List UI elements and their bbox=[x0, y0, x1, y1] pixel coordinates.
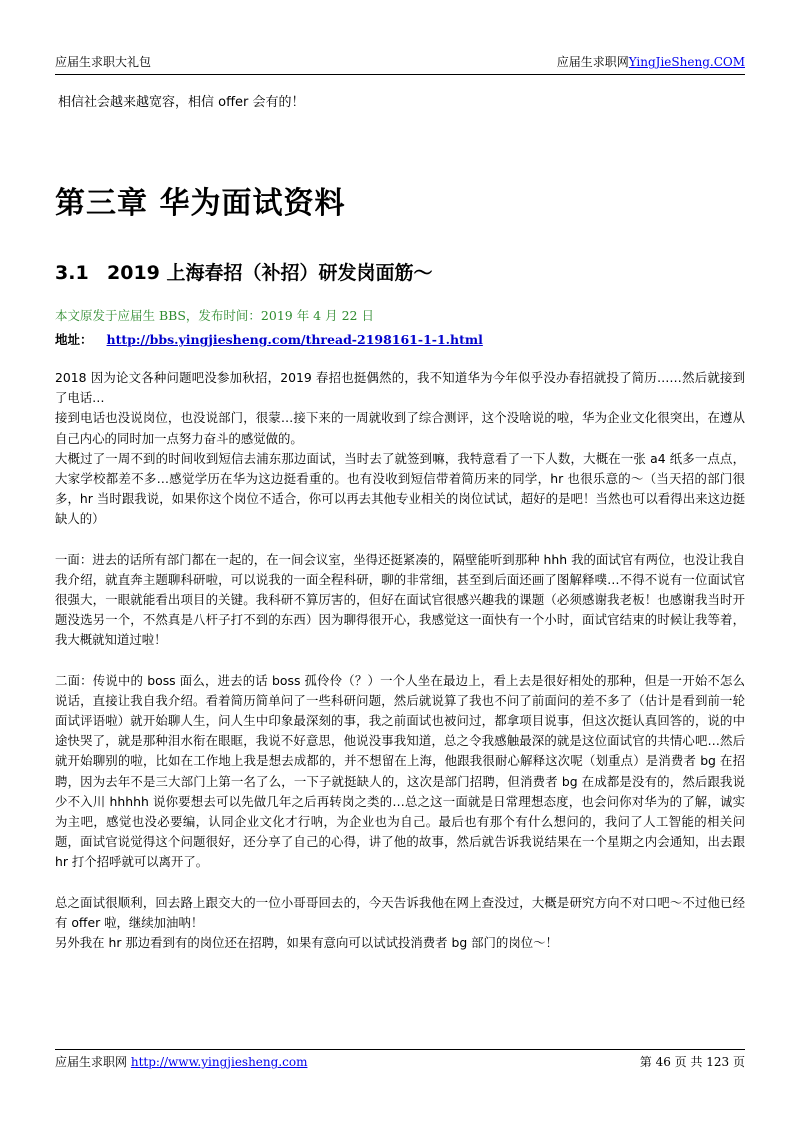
header-site bbox=[557, 52, 745, 72]
address-link[interactable]: http://bbs.yingjiesheng.com/thread-2198161-1-1.html bbox=[106, 332, 483, 347]
header-title: 应届生求职大礼包 bbox=[55, 55, 152, 69]
section-number: 3.1 bbox=[55, 262, 89, 284]
header-site-name: 应届生求职网 bbox=[556, 55, 629, 69]
paragraph: 总之面试很顺利，回去路上跟交大的一位小哥哥回去的，今天告诉我他在网上查没过，大概是研究方向不对口吧～不过他已经有 offer 啦，继续加油呐！ bbox=[55, 894, 745, 930]
header-divider bbox=[55, 74, 745, 75]
footer-site-link[interactable]: http://www.yingjiesheng.com bbox=[130, 1055, 308, 1069]
source-line: 本文原发于应届生 BBS，发布时间：2019 年 4 月 22 日 bbox=[55, 308, 374, 323]
page-header bbox=[55, 52, 745, 74]
paragraph-gap bbox=[55, 651, 745, 671]
paragraph: 2018 因为论文各种问题吧没参加秋招，2019 春招也挺偶然的，我不知道华为今年似乎没办春招就投了简历……然后就接到了电话… bbox=[55, 370, 745, 406]
footer-divider bbox=[55, 1049, 745, 1050]
paragraph: 接到电话也没说岗位，也没说部门，很蒙…接下来的一周就收到了综合测评，这个没啥说的啦，华为企业文化很突出，在遵从自己内心的同时加一点努力奋斗的感觉做的。 bbox=[55, 410, 745, 446]
header-site-link[interactable]: YingJieSheng.COM bbox=[628, 55, 745, 69]
paragraph: 另外我在 hr 那边看到有的岗位还在招聘，如果有意向可以试试投消费者 bg 部门的岗位～！ bbox=[55, 935, 558, 951]
paragraph-gap bbox=[55, 530, 745, 550]
footer-site-name: 应届生求职网 bbox=[55, 1055, 128, 1069]
footer-site bbox=[55, 1053, 307, 1071]
chapter-title: 第三章 华为面试资料 bbox=[55, 186, 346, 221]
paragraph-gap bbox=[55, 873, 745, 893]
paragraph: 大概过了一周不到的时间收到短信去浦东那边面试，当时去了就签到嘛，我特意看了一下人数，大概在一张 a4 纸多一点点，大家学校都差不多…感觉学历在华为这边挺看重的。也有没收到短信带着简历来的同学，hr 也很乐意的～（当天招的部门很多，hr 当时跟我说，如果你这个岗位不适合，你可以再去其他专业相关的岗位试试，超好的是吧！当然也可以看得出来这边挺缺人的） bbox=[55, 450, 745, 527]
section-heading bbox=[55, 258, 433, 285]
page-footer bbox=[55, 1053, 745, 1073]
page-number: 第 46 页 共 123 页 bbox=[639, 1055, 745, 1069]
section-title: 2019 上海春招（补招）研发岗面筋～ bbox=[107, 262, 433, 284]
address-label: 地址： bbox=[55, 332, 93, 347]
paragraph: 二面：传说中的 boss 面么，进去的话 boss 孤伶伶（？）一个人坐在最边上，看上去是很好相处的那种，但是一开始不怎么说话，直接让我自我介绍。看着简历简单问了一些科研问题，然后就说算了我也不问了前面问的差不多了（估计是看到前一轮面试评语啦）就开始聊人生，问人生中印象最深刻的事，我之前面试也被问过，都拿项目说事，但这次挺认真回答的，说的中途快哭了，就是那种泪水衔在眼眶，我说不好意思，他说没事我知道，总之令我感触最深的就是这位面试官的共情心吧…然后就开始聊别的啦，比如在工作地上我是想去成都的，并不想留在上海，他跟我很耐心解释这次呢（划重点）是消费者 bg 在招聘，因为去年不是三大部门上第一名了么，一下子就挺缺人的，这次是部门招聘，但消费者 bg 在成都是没有的，然后跟我说少不入川 hhhhh 说你要想去可以先做几年之后再转岗之类的…总之这一面就是日常理想态度，也会问你对华为的了解，诚实为主吧，感觉也没必要编，认同企业文化才行呐，为企业也为自己。最后也有那个有什么想问的，我问了人工智能的相关问题，面试官说觉得这个问题很好，还分享了自己的心得，讲了他的故事，然后就告诉我说结果在一个星期之内会通知，出去跟 hr 打个招呼就可以离开了。 bbox=[55, 672, 745, 870]
intro-line: 相信社会越来越宽容，相信 offer 会有的！ bbox=[58, 95, 305, 110]
article-body bbox=[55, 368, 745, 953]
paragraph: 一面：进去的话所有部门都在一起的，在一间会议室，坐得还挺紧凑的，隔壁能听到那种 hhh 我的面试官有两位，也没让我自我介绍，就直奔主题聊科研啦，可以说我的一面全程科研，聊的非常细，甚至到后面还画了图解释噗…不得不说有一位面试官很强大，一眼就能看出项目的关键。我科研不算厉害的，但好在面试官很感兴趣我的课题（必须感谢我老板！也感谢我当时开题没选另一个，不然真是八杆子打不到的东西）因为聊得很开心，我感觉这一面快有一个小时，面试官结束的时候让我等着，我大概就知道过啦！ bbox=[55, 551, 745, 648]
address-line bbox=[55, 330, 483, 348]
